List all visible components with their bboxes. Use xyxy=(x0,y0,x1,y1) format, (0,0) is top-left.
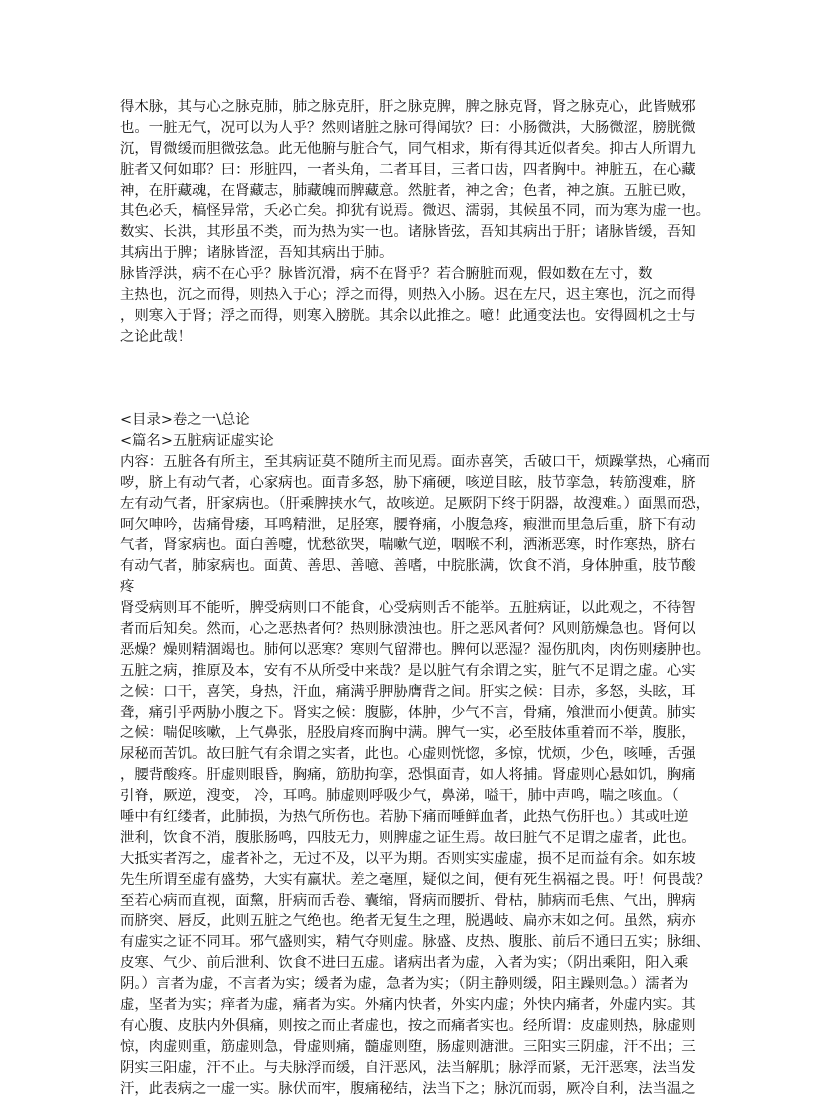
text-line: 之候：喘促咳嗽，上气鼻张，胫股肩疼而胸中满。脾气一实，必至肢体重着而不举，腹胀， xyxy=(120,725,696,742)
toc-heading: <目录>卷之一\总论 xyxy=(120,412,250,429)
text-line: 恶燥？燥则精涸竭也。肺何以恶寒？寒则气留滞也。脾何以恶湿？湿伤肌肉，肉伤则痿肿也。 xyxy=(120,641,711,658)
text-line: 唾中有红缕者，此肺损，为热气所伤也。若胁下痛而唾鲜血者，此热气伤肝也。）其或吐逆 xyxy=(120,809,689,825)
text-line: 至若心病而直视，面黧，肝病而舌卷、囊缩，肾病而腰折、骨枯，肺病而毛焦、气出，脾病 xyxy=(120,892,696,909)
text-line: 左有动气者，肝家病也。（肝乘脾挟水气，故咳逆。足厥阴下终于阴器，故溲难。）面黑而恐， xyxy=(120,495,711,512)
text-line: 得木脉，其与心之脉克肺，肺之脉克肝，肝之脉克脾，脾之脉克肾，肾之脉克心，此皆贼邪 xyxy=(120,99,696,115)
text-line: 其病出于脾；诸脉皆涩，吾知其病出于肺。 xyxy=(120,245,394,262)
text-line: 主热也，沉之而得，则热入于心；浮之而得，则热入小肠。迟在左尺，迟主寒也，沉之而得 xyxy=(120,287,696,304)
text-line: 惊，肉虚则重，筋虚则急，骨虚则痛，髓虚则堕，肠虚则溏泄。三阳实三阴虚，汗不出；三 xyxy=(120,1038,696,1055)
text-line: ，则寒入于肾；浮之而得，则寒入膀胱。其余以此推之。噫！此通变法也。安得圆机之士与 xyxy=(120,307,696,324)
document-page xyxy=(120,97,711,1099)
text-line: 气者，肾家病也。面白善嚏，忧愁欲哭，喘嗽气逆，咽喉不利，洒淅恶寒，时作寒热，脐右 xyxy=(120,537,696,554)
text-line: 也。一脏无气，况可以为人乎？然则诸脏之脉可得闻欤？曰：小肠微洪，大肠微涩，膀胱微 xyxy=(120,119,696,136)
text-line: 沉，胃微缓而胆微弦急。此无他腑与脏合气，同气相求，斯有得其近似者矣。抑古人所谓九 xyxy=(120,140,696,157)
text-line: 其色必夭，槁怪异常，夭必亡矣。抑犹有说焉。微迟、濡弱，其候虽不同，而为寒为虚一也。 xyxy=(120,203,711,220)
text-line: 疼 xyxy=(120,579,135,596)
text-line: 先生所谓至虚有盛势，大实有羸状。差之毫厘，疑似之间，便有死生祸福之畏。吁！何畏哉？ xyxy=(120,871,711,888)
text-line: 大抵实者泻之，虚者补之，无过不及，以平为期。否则实实虚虚，损不足而益有余。如东坡 xyxy=(120,850,696,867)
text-line: 有心腹、皮肤内外俱痛，则按之而止者虚也，按之而痛者实也。经所谓：皮虚则热，脉虚则 xyxy=(120,1017,696,1034)
text-line: 脉皆浮洪，病不在心乎？脉皆沉滑，病不在肾乎？若合腑脏而观，假如数在左寸，数 xyxy=(120,266,653,283)
text-line: 有虚实之证不同耳。邪气盛则实，精气夺则虚。脉盛、皮热、腹胀、前后不通曰五实；脉细、 xyxy=(120,934,711,951)
text-line: 泄利，饮食不消，腹胀肠鸣，四肢无力，则脾虚之证生焉。故曰脏气不足谓之虚者，此也。 xyxy=(120,829,696,846)
text-line: 脏者又何如耶？曰：形脏四，一者头角，二者耳目，三者口齿，四者胸中。神脏五，在心藏 xyxy=(120,161,696,178)
text-line: 之候：口干，喜笑，身热，汗血，痛满乎胛胁膺背之间。肝实之候：目赤，多怒，头眩，耳 xyxy=(120,683,696,700)
text-line: 有动气者，肺家病也。面黄、善思、善噫、善嗜，中脘胀满，饮食不消，身体肿重，肢节酸 xyxy=(120,558,696,575)
text-line: 虚，坚者为实；痒者为虚，痛者为实。外痛内快者，外实内虚；外快内痛者，外虚内实。其 xyxy=(120,997,696,1014)
text-line: 者而后知矣。然而，心之恶热者何？热则脉溃浊也。肝之恶风者何？风则筋燥急也。肾何以 xyxy=(120,620,696,637)
text-line: 数实、长洪，其形虽不类，而为热为实一也。诸脉皆弦，吾知其病出于肝；诸脉皆缓，吾知 xyxy=(120,224,696,241)
text-line: 五脏之病，推原及本，安有不从所受中来哉？是以脏气有余谓之实，脏气不足谓之虚。心实 xyxy=(120,662,696,679)
text-line: 之论此哉！ xyxy=(120,328,192,345)
text-line: 汗，此表病之一虚一实。脉伏而牢，腹痛秘结，法当下之；脉沉而弱，厥冷自利，法当温之 xyxy=(120,1080,696,1097)
text-line: 神，在肝藏魂，在肾藏志，肺藏魄而脾藏意。然脏者，神之舍；色者，神之旗。五脏已败， xyxy=(120,182,696,199)
text-line: 呵欠呻吟，齿痛骨痿，耳鸣精泄，足胫寒，腰脊痛，小腹急疼，瘕泄而里急后重，脐下有动 xyxy=(120,516,696,533)
chapter-heading: <篇名>五脏病证虚实论 xyxy=(120,432,274,449)
text-line: 皮寒、气少、前后泄利、饮食不进曰五虚。诸病出者为虚，入者为实；（阴出乘阳，阳入乘 xyxy=(120,955,689,972)
text-line: ，腰背酸疼。肝虚则眼昏，胸痛，筋肋拘挛，恐惧面青，如人将捕。肾虚则心悬如饥，胸痛 xyxy=(120,767,696,784)
text-line: 阴。）言者为虚，不言者为实；缓者为虚，急者为实；（阴主静则缓，阳主躁则急。）濡者为 xyxy=(120,976,689,993)
paragraph-content xyxy=(120,452,711,1099)
text-line: 引脊，厥逆，溲变， 冷，耳鸣。肺虚则呼吸少气，鼻涕，嗌干，肺中声鸣，喘之咳血。（ xyxy=(120,788,679,805)
text-line: 阴实三阳虚，汗不止。与夫脉浮而缓，自汗恶风，法当解肌；脉浮而紧，无汗恶寒，法当发 xyxy=(120,1059,696,1076)
text-line: 肾受病则耳不能听，脾受病则口不能食，心受病则舌不能举。五脏病证，以此观之，不待智 xyxy=(120,600,696,617)
text-line: 哕，脐上有动气者，心家病也。面青多怒，胁下痛硬，咳逆目眩，肢节挛急，转筋溲难，脐 xyxy=(120,474,696,491)
section-gap xyxy=(120,348,698,410)
text-line: 内容：五脏各有所主，至其病证莫不随所主而见焉。面赤喜笑，舌破口干，烦躁掌热，心痛而 xyxy=(120,453,711,470)
text-line: 尿秘而苦饥。故曰脏气有余谓之实者，此也。心虚则恍惚，多惊，忧烦，少色，咳唾，舌强 xyxy=(120,746,696,763)
paragraph-continuation xyxy=(120,97,711,348)
text-line: 聋，痛引乎两胁小腹之下。肾实之候：腹膨，体肿，少气不言，骨痛，飧泄而小便黄。肺实 xyxy=(120,704,696,721)
text-line: 而脐突、唇反，此则五脏之气绝也。绝者无复生之理，脱遇岐、扁亦末如之何。虽然，病亦 xyxy=(120,913,696,930)
